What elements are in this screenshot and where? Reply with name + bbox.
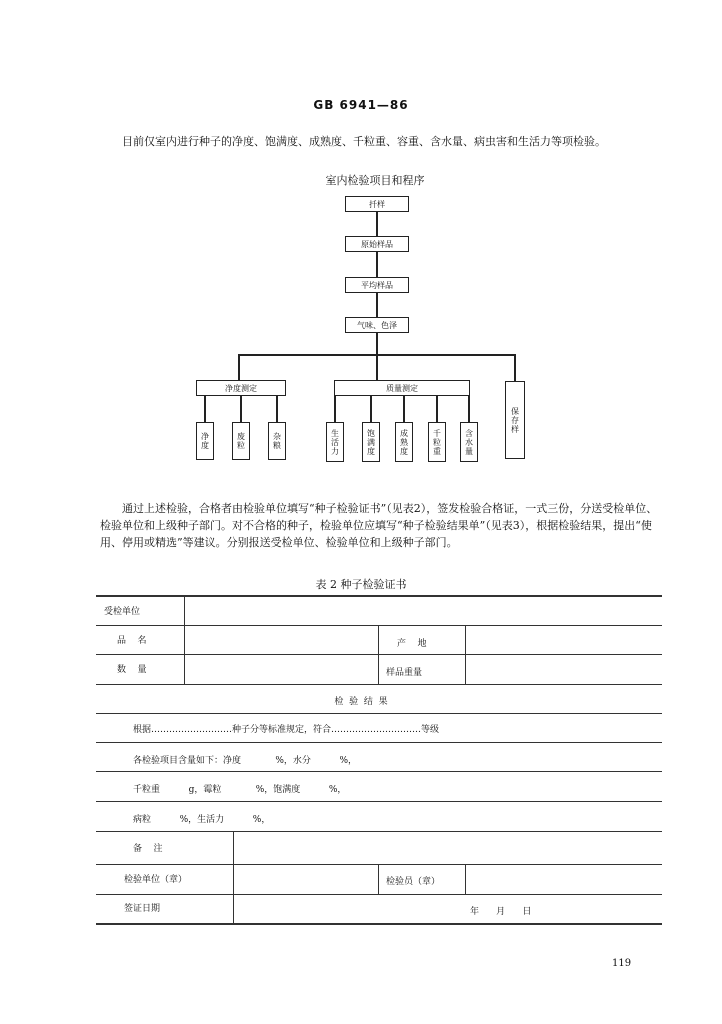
date-value: 年 月 日 xyxy=(470,907,532,917)
flow-step-original-sample: 原始样品 xyxy=(345,236,409,252)
quantity-label: 数 量 xyxy=(117,665,147,675)
inspector-label: 检验员（章） xyxy=(386,877,441,887)
flow-item-moisture: 含水量 xyxy=(460,422,478,462)
sample-weight-label: 样品重量 xyxy=(386,668,423,678)
flow-item-viability: 生活力 xyxy=(326,422,344,462)
weight-line: 千粒重 g，霉粒 %，饱满度 %， xyxy=(133,785,347,795)
remarks-label: 备 注 xyxy=(133,844,163,854)
flow-keep-sample: 保存样 xyxy=(505,381,525,459)
flow-item-maturity: 成熟度 xyxy=(395,422,413,462)
flow-step-sampling: 扦样 xyxy=(345,196,409,212)
flow-item-impurity: 杂粮 xyxy=(268,422,286,460)
flow-step-smell-color: 气味、色泽 xyxy=(345,317,409,333)
flow-item-waste: 废粒 xyxy=(232,422,250,460)
table-caption: 表 2 种子检验证书 xyxy=(315,578,407,591)
flow-item-plumpness: 饱满度 xyxy=(362,422,380,462)
content-line: 各检验项目含量如下：净度 %，水分 %， xyxy=(133,756,358,766)
flow-item-purity: 净度 xyxy=(196,422,214,460)
unit-seal-label: 检验单位（章） xyxy=(124,875,188,885)
flowchart-title: 室内检验项目和程序 xyxy=(325,174,425,187)
origin-label: 产 地 xyxy=(397,639,427,649)
page-number: 119 xyxy=(612,958,632,969)
disease-line: 病粒 %，生活力 %， xyxy=(133,815,271,825)
intro-paragraph: 目前仅室内进行种子的净度、饱满度、成熟度、千粒重、容重、含水量、病虫害和生活力等项检验。 xyxy=(122,135,606,148)
flow-quality-test: 质量测定 xyxy=(334,380,470,396)
result-paragraph: 通过上述检验，合格者由检验单位填写“种子检验证书”（见表2），签发检验合格证，一式三份，分送受检单位、检验单位和上级种子部门。对不合格的种子，检验单位应填写“种子检验结果单”（见表3），根据检验结果，提出“使用、停用或精选”等建议。分别报送受检单位、检验单位和上级种子部门。 xyxy=(100,502,658,549)
flow-item-thousand-weight: 千粒重 xyxy=(428,422,446,462)
flow-step-average-sample: 平均样品 xyxy=(345,277,409,293)
results-title: 检 验 结 果 xyxy=(334,697,388,707)
page-header: GB 6941—86 xyxy=(313,98,409,112)
flow-purity-test: 净度测定 xyxy=(196,380,286,396)
receiver-label: 受检单位 xyxy=(104,607,141,617)
basis-line: 根据………………………种子分等标准规定，符合…………………………等级 xyxy=(133,725,440,735)
variety-label: 品 名 xyxy=(117,636,147,646)
date-label: 签证日期 xyxy=(124,904,161,914)
